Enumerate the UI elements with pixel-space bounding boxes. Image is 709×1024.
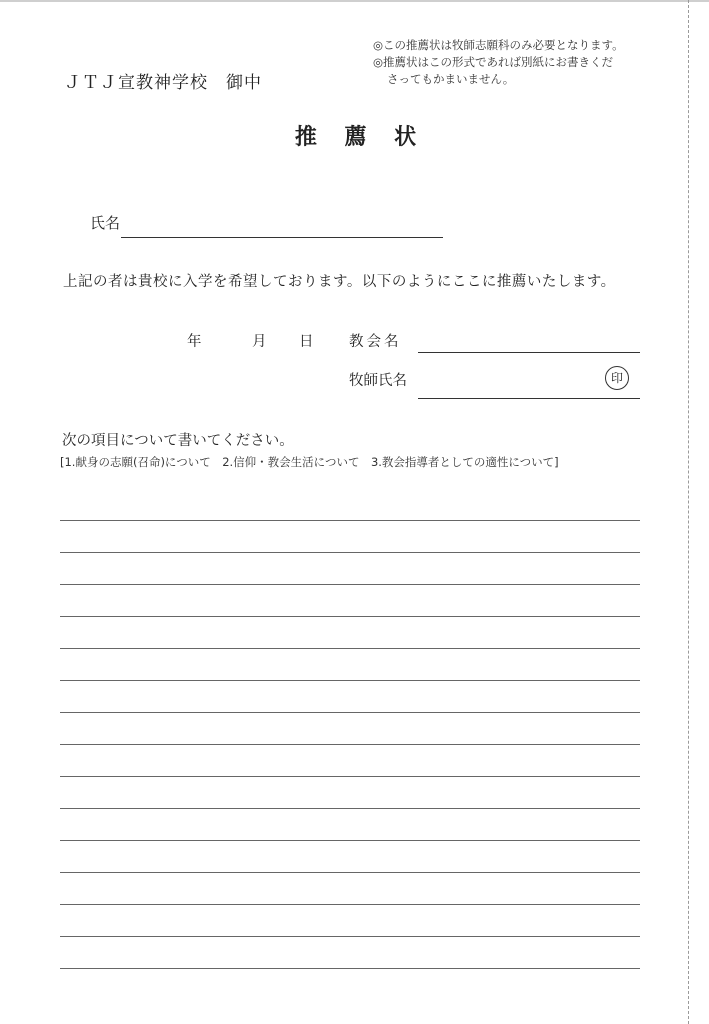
writing-line[interactable] bbox=[60, 904, 640, 905]
document-title: 推 薦 状 bbox=[294, 124, 427, 150]
writing-line[interactable] bbox=[60, 520, 640, 521]
writing-line[interactable] bbox=[60, 552, 640, 553]
year-label: 年 bbox=[187, 334, 202, 350]
writing-line[interactable] bbox=[60, 968, 640, 969]
writing-line[interactable] bbox=[60, 680, 640, 681]
church-name-label: 教会名 bbox=[349, 334, 402, 350]
page-top-edge bbox=[0, 0, 709, 2]
month-label: 月 bbox=[252, 334, 267, 350]
name-field-line[interactable] bbox=[121, 237, 443, 238]
notes-block bbox=[373, 37, 673, 88]
pastor-name-label: 牧師氏名 bbox=[349, 373, 407, 389]
church-name-field-line[interactable] bbox=[418, 352, 640, 353]
writing-line[interactable] bbox=[60, 616, 640, 617]
note-line: ◎この推薦状は牧師志願科のみ必要となります。 bbox=[373, 38, 624, 52]
writing-line[interactable] bbox=[60, 584, 640, 585]
writing-line[interactable] bbox=[60, 712, 640, 713]
recommendation-statement: 上記の者は貴校に入学を希望しております。以下のようにここに推薦いたします。 bbox=[63, 274, 616, 290]
pastor-name-field-line[interactable] bbox=[418, 398, 640, 399]
note-line: さってもかまいません。 bbox=[387, 72, 515, 86]
addressee: ＪＴＪ宣教神学校 御中 bbox=[64, 73, 262, 93]
name-label: 氏名 bbox=[90, 214, 121, 232]
writing-line[interactable] bbox=[60, 840, 640, 841]
writing-line[interactable] bbox=[60, 808, 640, 809]
writing-line[interactable] bbox=[60, 744, 640, 745]
day-label: 日 bbox=[299, 334, 314, 350]
instruction-text: 次の項目について書いてください。 bbox=[62, 433, 294, 449]
writing-line[interactable] bbox=[60, 936, 640, 937]
note-line: ◎推薦状はこの形式であれば別紙にお書きくだ bbox=[373, 55, 614, 69]
writing-line[interactable] bbox=[60, 872, 640, 873]
seal-mark: 印 bbox=[605, 366, 629, 390]
topics-list: [1.献身の志願(召命)について 2.信仰・教会生活について 3.教会指導者としての適性について] bbox=[60, 455, 559, 469]
writing-line[interactable] bbox=[60, 648, 640, 649]
perforation-cut-line bbox=[688, 0, 689, 1024]
writing-line[interactable] bbox=[60, 776, 640, 777]
